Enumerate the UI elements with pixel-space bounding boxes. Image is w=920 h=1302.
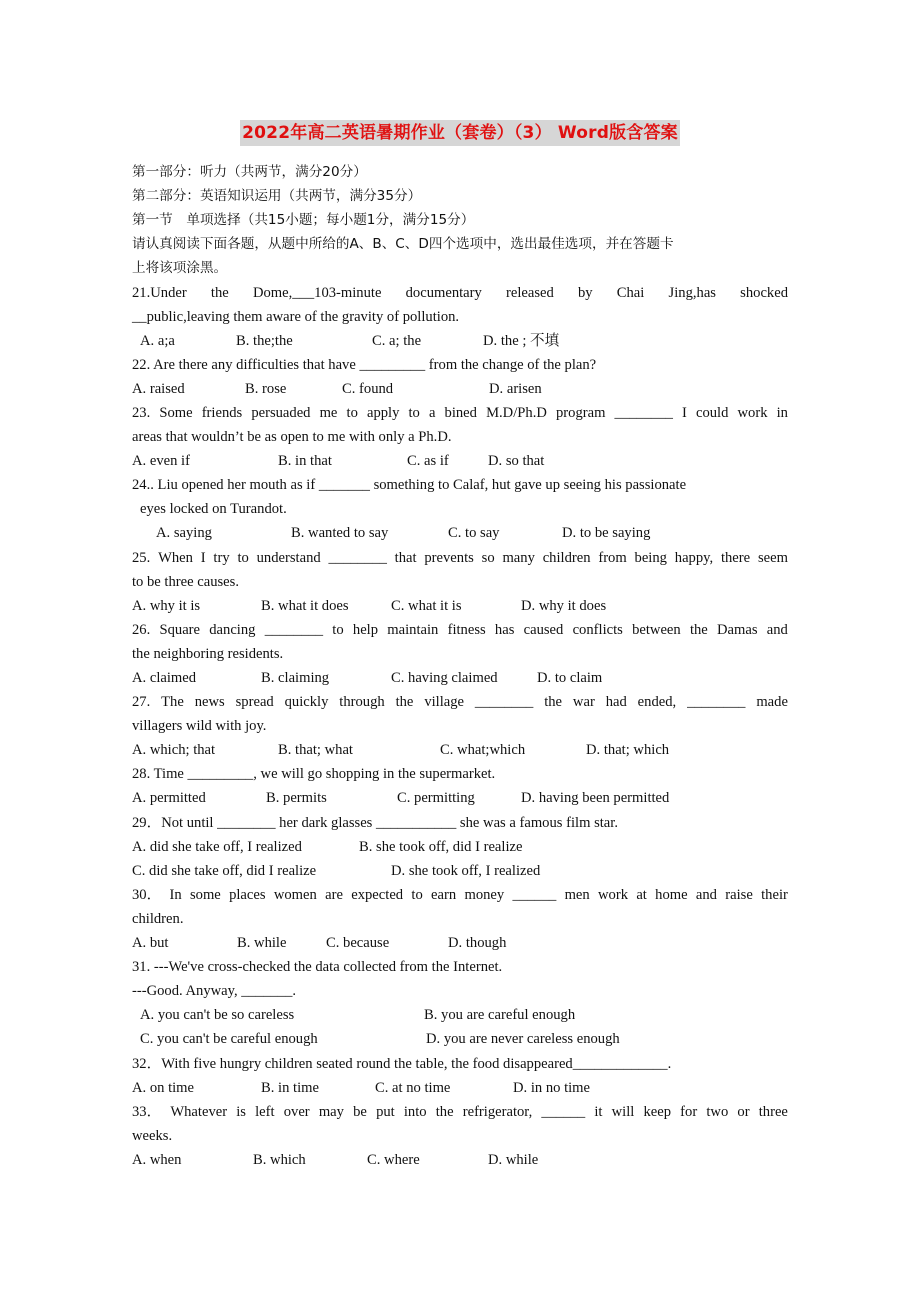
question-30-stem: 30． In some places women are expected to earn money ______ men work at home and raise their [132,887,788,903]
question-27-stem-cont: villagers wild with joy. [132,718,267,734]
question-21-options [132,329,788,353]
option-d: D. so that [488,453,545,469]
question-22-options [132,377,788,401]
option-a: A. you can't be so careless [140,1007,295,1023]
option-c: C. did she take off, did I realize [132,863,317,879]
option-d: D. arisen [489,381,542,397]
option-c: C. permitting [397,790,475,806]
option-b: B. permits [266,790,327,806]
question-28-options [132,786,788,810]
question-33-options [132,1148,788,1172]
option-b: B. in that [278,453,332,469]
option-d: D. she took off, I realized [391,863,541,879]
option-c: C. having claimed [391,670,498,686]
option-c: C. what;which [440,742,526,758]
question-25-options [132,594,788,618]
option-c: C. at no time [375,1080,451,1096]
option-d: D. the ; 不填 [483,333,560,349]
option-b: B. she took off, did I realize [359,839,523,855]
question-26-options [132,666,788,690]
question-21-stem: 21.Under the Dome,___103-minute documentary released by Chai Jing,has shocked [132,285,788,301]
part2-heading: 第二部分：英语知识运用（共两节，满分35分） [132,188,422,204]
option-a: A. claimed [132,670,197,686]
option-d: D. though [448,935,507,951]
question-25-stem: 25. When I try to understand ________ that prevents so many children from being happy, there seem [132,550,788,566]
option-a: A. raised [132,381,185,397]
question-31-line1: 31. ---We've cross-checked the data collected from the Internet. [132,959,503,975]
question-23-options [132,449,788,473]
question-32-stem: 32．With five hungry children seated round the table, the food disappeared_____________. [132,1056,672,1072]
question-25-stem-cont: to be three causes. [132,574,239,590]
question-23-stem-cont: areas that wouldn’t be as open to me with only a Ph.D. [132,429,452,445]
document-title [0,120,920,146]
question-31-line2: ---Good. Anyway, _______. [132,983,297,999]
option-a: A. why it is [132,598,201,614]
option-b: B. which [253,1152,306,1168]
question-30-stem-cont: children. [132,911,184,927]
question-31-options-ab [132,1003,788,1027]
question-32-options [132,1076,788,1100]
question-24-stem: 24.. Liu opened her mouth as if _______ something to Calaf, hut gave up seeing his passionate [132,477,687,493]
instructions-line2: 上将该项涂黑。 [132,260,228,276]
question-21-stem-cont: __public,leaving them aware of the gravity of pollution. [132,309,460,325]
question-30-options [132,931,788,955]
option-c: C. found [342,381,394,397]
option-c: C. you can't be careful enough [140,1031,318,1047]
option-b: B. rose [245,381,287,397]
option-d: D. in no time [513,1080,591,1096]
question-27-stem: 27. The news spread quickly through the village ________ the war had ended, ________ made [132,694,788,710]
option-b: B. wanted to say [291,525,389,541]
question-33-stem: 33． Whatever is left over may be put into the refrigerator, ______ it will keep for two or three [132,1104,788,1120]
option-d: D. to claim [537,670,603,686]
option-b: B. the;the [236,333,293,349]
option-d: D. to be saying [562,525,651,541]
option-d: D. having been permitted [521,790,670,806]
question-24-stem-cont: eyes locked on Turandot. [140,501,287,517]
option-a: A. when [132,1152,182,1168]
question-26-stem: 26. Square dancing ________ to help maintain fitness has caused conflicts between the Damas and [132,622,788,638]
question-26-stem-cont: the neighboring residents. [132,646,284,662]
option-b: B. you are careful enough [424,1007,576,1023]
option-b: B. claiming [261,670,330,686]
option-c: C. what it is [391,598,462,614]
option-b: B. in time [261,1080,319,1096]
option-a: A. did she take off, I realized [132,839,302,855]
part1-heading: 第一部分：听力（共两节，满分20分） [132,164,367,180]
question-23-stem: 23. Some friends persuaded me to apply to a bined M.D/Ph.D program ________ I could work in [132,405,788,421]
question-29-options-ab [132,835,788,859]
question-31-options-cd [132,1027,788,1051]
option-c: C. where [367,1152,420,1168]
question-22-stem: 22. Are there any difficulties that have _________ from the change of the plan? [132,357,597,373]
option-a: A. which; that [132,742,216,758]
option-c: C. as if [407,453,449,469]
option-d: D. why it does [521,598,607,614]
question-29-stem: 29．Not until ________ her dark glasses ___________ she was a famous film star. [132,815,618,831]
option-a: A. but [132,935,169,951]
question-28-stem: 28. Time _________, we will go shopping in the supermarket. [132,766,496,782]
option-c: C. because [326,935,390,951]
option-c: C. to say [448,525,500,541]
option-a: A. even if [132,453,190,469]
option-d: D. you are never careless enough [426,1031,620,1047]
option-b: B. while [237,935,287,951]
option-a: A. on time [132,1080,195,1096]
question-24-options [132,521,788,545]
question-33-stem-cont: weeks. [132,1128,173,1144]
instructions-line1: 请认真阅读下面各题，从题中所给的A、B、C、D四个选项中，选出最佳选项，并在答题卡 [132,236,674,252]
option-b: B. what it does [261,598,349,614]
option-a: A. permitted [132,790,206,806]
option-d: D. while [488,1152,539,1168]
title-text: 2022年高二英语暑期作业（套卷）（3） Word版含答案 [240,120,680,146]
option-a: A. saying [156,525,212,541]
option-d: D. that; which [586,742,670,758]
option-c: C. a; the [372,333,422,349]
question-27-options [132,738,788,762]
question-29-options-cd [132,859,788,883]
section1-heading: 第一节 单项选择（共15小题；每小题1分，满分15分） [132,212,475,228]
option-a: A. a;a [140,333,175,349]
option-b: B. that; what [278,742,353,758]
